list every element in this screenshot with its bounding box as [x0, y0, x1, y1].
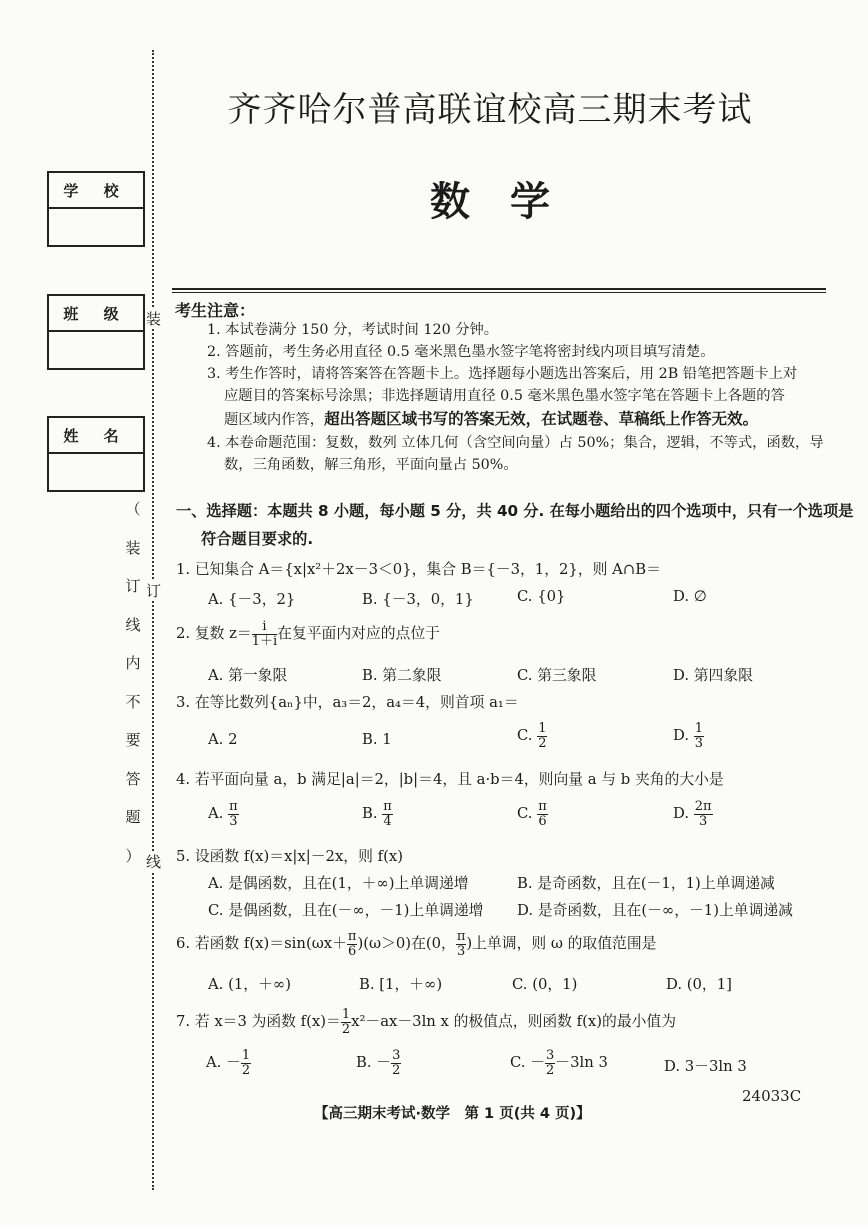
- q3-option-a[interactable]: A. 2: [208, 731, 238, 748]
- q3-c-label: C.: [517, 727, 538, 745]
- frac-den: 3: [694, 735, 704, 751]
- paper-code: 24033C: [742, 1087, 802, 1105]
- q1-option-a[interactable]: A. {－3，2}: [208, 591, 296, 608]
- frac-num: 1: [341, 1007, 351, 1022]
- q7-c-label: C. －: [510, 1054, 545, 1072]
- frac-num: π: [538, 799, 547, 814]
- notice-line-3c-text: 题区域内作答，: [224, 412, 325, 428]
- frac-den: 6: [538, 813, 547, 829]
- q6-stem-a: 6. 若函数 f(x)＝sin: [176, 935, 306, 953]
- q3-d-frac: [694, 722, 704, 750]
- inner-warning-column: [122, 498, 144, 883]
- warning-char: 题: [125, 808, 141, 826]
- frac-num: 1: [694, 721, 704, 736]
- school-box: [47, 171, 145, 247]
- q7-stem-b: x²－ax－3ln x 的极值点，则函数 f(x)的最小值为: [351, 1013, 677, 1031]
- binding-char-xian: 线: [146, 853, 162, 871]
- class-box: [47, 294, 145, 370]
- notice-line-4: 4. 本卷命题范围：复数，数列 立体几何（含空间向量）占 50%；集合，逻辑，不等式，函数，导: [207, 435, 824, 451]
- q2-option-b[interactable]: B. 第二象限: [362, 667, 442, 684]
- q1-option-c[interactable]: C. {0}: [517, 588, 566, 605]
- q6-frac1: [347, 930, 358, 958]
- q4-b-frac: [382, 800, 393, 828]
- warning-char: 要: [125, 731, 141, 749]
- class-field[interactable]: [49, 332, 143, 368]
- notice-bold-warning: 超出答题区域书写的答案无效，在试题卷、草稿纸上作答无效。: [324, 410, 759, 428]
- divider-thick: [172, 288, 826, 290]
- frac-num: 1: [241, 1048, 251, 1063]
- frac-num: π: [383, 799, 392, 814]
- q4-c-label: C.: [517, 805, 538, 823]
- frac-num: π: [456, 929, 466, 944]
- q7-c-tail: －3ln 3: [555, 1054, 608, 1072]
- q7-b-label: B. －: [356, 1054, 392, 1072]
- q4-a-label: A.: [208, 805, 229, 823]
- q2-option-c[interactable]: C. 第三象限: [517, 667, 597, 684]
- section-heading-line2: 符合题目要求的.: [201, 530, 314, 548]
- notice-line-4b: 数，三角函数，解三角形，平面向量占 50%。: [224, 457, 518, 473]
- binding-char-ding: 订: [146, 582, 162, 600]
- q3-option-c[interactable]: [517, 722, 547, 750]
- question-6-stem: [176, 930, 656, 958]
- exam-title: 齐齐哈尔普高联谊校高三期末考试: [227, 90, 753, 130]
- question-4-stem: 4. 若平面向量 a，b 满足|a|＝2，|b|＝4，且 a·b＝4，则向量 a 与 b 夹角的大小是: [176, 771, 724, 788]
- q7-option-b[interactable]: [356, 1049, 401, 1077]
- frac-num: π: [229, 799, 238, 814]
- question-3-stem: 3. 在等比数列{aₙ}中，a₃＝2，a₄＝4，则首项 a₁＝: [176, 694, 519, 711]
- frac-den: 2: [241, 1062, 251, 1078]
- q7-option-c[interactable]: [510, 1049, 608, 1077]
- frac-num: 3: [392, 1048, 401, 1063]
- q4-a-frac: [228, 800, 239, 828]
- divider-thin: [172, 292, 826, 293]
- q7-a-frac: [241, 1049, 251, 1077]
- q6-frac2: [456, 930, 467, 958]
- name-field[interactable]: [49, 454, 143, 490]
- warning-char: 不: [125, 692, 141, 711]
- frac-den: 3: [229, 813, 238, 829]
- subject-title: 数 学: [430, 178, 550, 225]
- q4-b-label: B.: [362, 805, 383, 823]
- page-footer: 【高三期末考试·数学 第 1 页(共 4 页)】: [314, 1106, 591, 1122]
- question-2-stem: [176, 620, 440, 648]
- q4-d-frac: [694, 800, 713, 828]
- question-5-stem: 5. 设函数 f(x)＝x|x|－2x，则 f(x): [176, 848, 403, 865]
- notice-line-1: 1. 本试卷满分 150 分，考试时间 120 分钟。: [207, 322, 499, 338]
- frac-den: 3: [699, 813, 708, 829]
- frac-den: 2: [546, 1062, 555, 1078]
- frac-num: 3: [546, 1048, 555, 1063]
- q7-option-d[interactable]: D. 3－3ln 3: [664, 1058, 747, 1075]
- q5-option-d[interactable]: D. 是奇函数，且在(－∞，－1)上单调递减: [517, 902, 793, 919]
- q6-stem-c: )(ω＞0)在: [357, 935, 426, 953]
- name-box: [47, 416, 145, 492]
- frac-num: 2π: [694, 799, 712, 814]
- frac-den: 2: [341, 1021, 351, 1037]
- school-field[interactable]: [49, 209, 143, 245]
- q2-fraction: [252, 620, 277, 648]
- frac-num: π: [347, 929, 357, 944]
- notice-line-3: 3. 考生作答时，请将答案答在答题卡上。选择题每小题选出答案后，用 2B 铅笔把答题卡上对: [207, 366, 798, 382]
- q4-d-label: D.: [673, 805, 694, 823]
- q6-option-d[interactable]: D. (0，1]: [666, 976, 732, 993]
- school-label: 学 校: [49, 173, 143, 209]
- frac-den: 2: [538, 735, 547, 751]
- q7-a-label: A. －: [206, 1054, 241, 1072]
- q4-option-c[interactable]: [517, 800, 548, 828]
- question-7-stem: [176, 1008, 676, 1036]
- q4-option-d[interactable]: [673, 800, 713, 828]
- q6-option-a[interactable]: A. (1，＋∞): [208, 976, 291, 993]
- class-label: 班 级: [49, 296, 143, 332]
- q4-c-frac: [537, 800, 548, 828]
- q2-stem-pre: 2. 复数 z＝: [176, 625, 252, 643]
- q5-option-a[interactable]: A. 是偶函数，且在(1，＋∞)上单调递增: [208, 875, 469, 892]
- q2-stem-post: 在复平面内对应的点位于: [277, 625, 440, 643]
- q7-b-frac: [391, 1049, 401, 1077]
- notice-line-2: 2. 答题前，考生务必用直径 0.5 毫米黑色墨水签字笔将密封线内项目填写清楚。: [207, 344, 715, 360]
- warning-char: 装: [125, 538, 141, 557]
- q2-frac-den: 1＋i: [251, 633, 278, 649]
- section-heading-line1: 一、选择题：本题共 8 小题，每小题 5 分，共 40 分. 在每小题给出的四个选项中，只有一个选项是: [176, 502, 854, 520]
- frac-den: 2: [392, 1062, 401, 1078]
- binding-char-zhuang: 装: [146, 310, 162, 328]
- warning-char: 答: [125, 769, 141, 788]
- binding-dotted-line: [152, 50, 154, 1190]
- q2-option-a[interactable]: A. 第一象限: [208, 667, 288, 684]
- q6-option-c[interactable]: C. (0，1): [512, 976, 578, 993]
- warning-char: ）: [125, 846, 141, 865]
- q6-stem-b: (ωx＋: [305, 935, 347, 953]
- q6-stem-e: )上单调，则 ω 的取值范围是: [466, 935, 657, 953]
- frac-den: 4: [383, 813, 392, 829]
- q4-option-a[interactable]: [208, 800, 239, 828]
- q7-frac: [341, 1008, 351, 1036]
- warning-char: 内: [125, 654, 141, 672]
- q3-option-b[interactable]: B. 1: [362, 731, 392, 748]
- q3-d-label: D.: [673, 727, 694, 745]
- q6-stem-d: (0，: [425, 935, 456, 953]
- q5-option-b[interactable]: B. 是奇函数，且在(－1，1)上单调递减: [517, 875, 775, 892]
- q3-option-d[interactable]: [673, 722, 704, 750]
- q1-option-d[interactable]: D. ∅: [673, 588, 707, 605]
- q7-stem-a: 7. 若 x＝3 为函数 f(x)＝: [176, 1013, 341, 1031]
- q3-c-frac: [537, 722, 547, 750]
- q5-option-c[interactable]: C. 是偶函数，且在(－∞，－1)上单调递增: [208, 902, 484, 919]
- warning-char: （: [125, 500, 141, 518]
- q6-option-b[interactable]: B. [1，＋∞): [359, 976, 443, 993]
- q2-frac-num: i: [252, 620, 277, 635]
- question-1-stem: 1. 已知集合 A＝{x|x²＋2x－3＜0}，集合 B＝{－3，1，2}，则 A∩B＝: [176, 561, 661, 578]
- q2-option-d[interactable]: D. 第四象限: [673, 667, 753, 684]
- q1-option-b[interactable]: B. {－3，0，1}: [362, 591, 474, 608]
- warning-char: 订: [125, 577, 141, 595]
- notice-line-3c: [224, 409, 758, 431]
- warning-char: 线: [125, 615, 141, 634]
- q7-option-a[interactable]: [206, 1049, 251, 1077]
- frac-den: 6: [348, 943, 357, 959]
- frac-den: 3: [456, 943, 466, 959]
- notice-heading: 考生注意：: [175, 301, 256, 320]
- q7-c-frac: [545, 1049, 555, 1077]
- notice-line-3b: 应题目的答案标号涂黑；非选择题请用直径 0.5 毫米黑色墨水签字笔在答题卡上各题的答: [224, 388, 785, 404]
- frac-num: 1: [538, 721, 547, 736]
- q4-option-b[interactable]: [362, 800, 393, 828]
- name-label: 姓 名: [49, 418, 143, 454]
